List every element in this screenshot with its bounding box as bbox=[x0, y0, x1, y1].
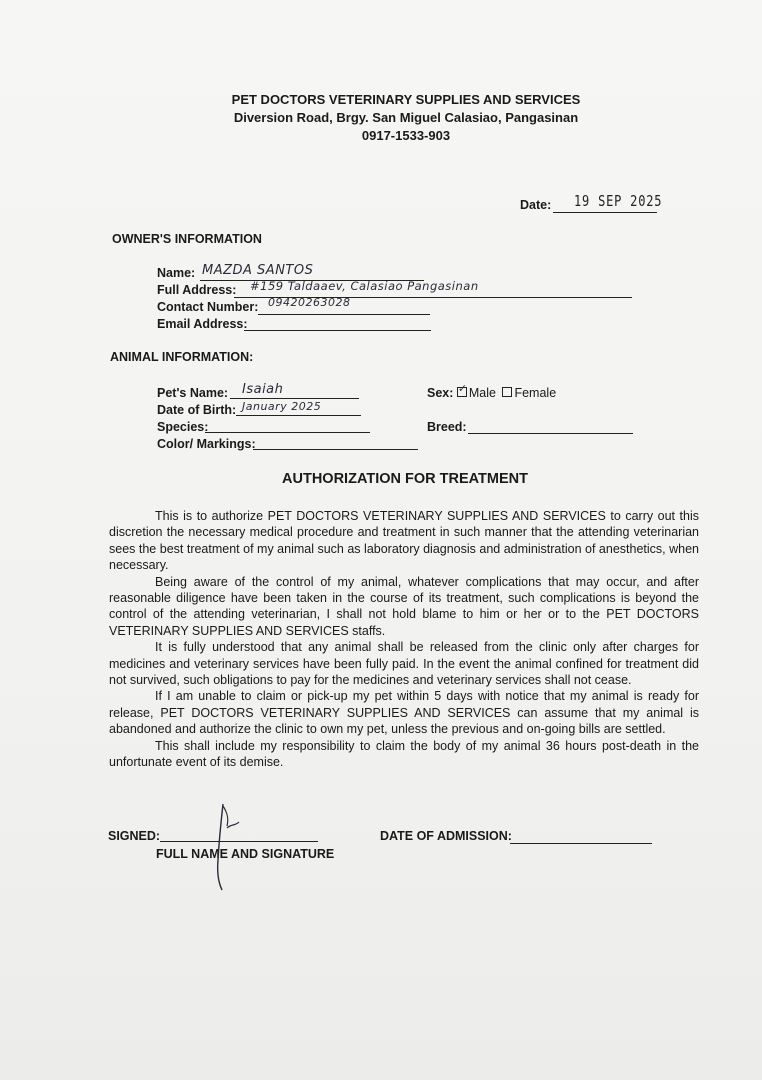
paragraph-1: This is to authorize PET DOCTORS VETERINARY SUPPLIES AND SERVICES to carry out this discretion the necessary medical procedure and treatment in such manner that the attending veterinarian sees the best treatment of my animal such as laboratory diagnosis and administration of anesthetics, when necessary. bbox=[109, 509, 699, 573]
species-label: Species: bbox=[157, 420, 209, 434]
owner-address-value: #159 Taldaaev, Calasiao Pangasinan bbox=[250, 279, 479, 293]
species-line bbox=[205, 432, 370, 433]
paragraph-3: It is fully understood that any animal shall be released from the clinic only after charges for medicines and veterinary services have been fully paid. In the event the animal confined for treatment did not survived, such obligations to pay for the medicines and veterinary services shall not cease. bbox=[109, 640, 699, 688]
date-stamp: 19 SEP 2025 bbox=[574, 192, 663, 210]
breed-label: Breed: bbox=[427, 420, 467, 434]
company-address: Diversion Road, Brgy. San Miguel Calasiao, Pangasinan bbox=[233, 110, 579, 125]
breed-line bbox=[468, 433, 633, 434]
owner-contact-label: Contact Number: bbox=[157, 300, 259, 314]
color-markings-line bbox=[253, 449, 418, 450]
male-option: Male bbox=[468, 386, 496, 400]
authorization-body bbox=[109, 508, 699, 771]
owner-email-line bbox=[244, 330, 431, 331]
owner-address-label: Full Address: bbox=[157, 283, 237, 297]
dob-line bbox=[236, 415, 361, 416]
owner-name-value: MAZDA SANTOS bbox=[202, 263, 314, 278]
owner-email-label: Email Address: bbox=[157, 317, 248, 331]
handwritten-signature bbox=[205, 802, 255, 894]
date-line bbox=[553, 212, 657, 213]
female-checkbox[interactable] bbox=[502, 387, 512, 397]
owner-contact-line bbox=[258, 314, 430, 315]
male-checkbox[interactable] bbox=[457, 387, 467, 397]
signed-label: SIGNED: bbox=[108, 829, 161, 843]
admission-label: DATE OF ADMISSION: bbox=[380, 829, 512, 843]
date-label: Date: bbox=[520, 198, 552, 212]
pet-name-label: Pet's Name: bbox=[157, 386, 229, 400]
color-markings-label: Color/ Markings: bbox=[157, 437, 256, 451]
paragraph-2: Being aware of the control of my animal, whatever complications that may occur, and after reasonable diligence have been taken in the course of its treatment, such complications is beyond the control of the attending veterinarian, I shall not hold blame to him or her or to the PET DOCTORS VETERINARY SUPPLIES AND SERVICES staffs. bbox=[109, 574, 699, 638]
company-phone: 0917-1533-903 bbox=[361, 128, 451, 143]
owner-name-label: Name: bbox=[157, 266, 196, 280]
pet-name-line bbox=[230, 398, 359, 399]
owner-contact-value: 09420263028 bbox=[268, 296, 351, 309]
female-option: Female bbox=[514, 386, 557, 400]
authorization-title: AUTHORIZATION FOR TREATMENT bbox=[282, 471, 528, 487]
admission-line bbox=[510, 843, 652, 844]
full-name-label: FULL NAME AND SIGNATURE bbox=[156, 847, 335, 861]
paragraph-5: This shall include my responsibility to claim the body of my animal 36 hours post-death in the unfortunate event of its demise. bbox=[109, 738, 699, 770]
sex-field bbox=[427, 386, 556, 400]
dob-label: Date of Birth: bbox=[157, 403, 237, 417]
sex-label: Sex: bbox=[427, 386, 454, 400]
company-name: PET DOCTORS VETERINARY SUPPLIES AND SERVICES bbox=[231, 92, 581, 107]
animal-section-title: ANIMAL INFORMATION: bbox=[110, 350, 254, 364]
paragraph-4: If I am unable to claim or pick-up my pet within 5 days with notice that my animal is ready for release, PET DOCTORS VETERINARY SUPPLIES AND SERVICES can assume that my animal is abandoned and authorize the clinic to own my pet, unless the previous and on-going bills are settled. bbox=[109, 689, 699, 737]
pet-name-value: Isaiah bbox=[242, 382, 284, 397]
owner-section-title: OWNER'S INFORMATION bbox=[112, 232, 262, 246]
dob-value: January 2025 bbox=[242, 400, 322, 413]
